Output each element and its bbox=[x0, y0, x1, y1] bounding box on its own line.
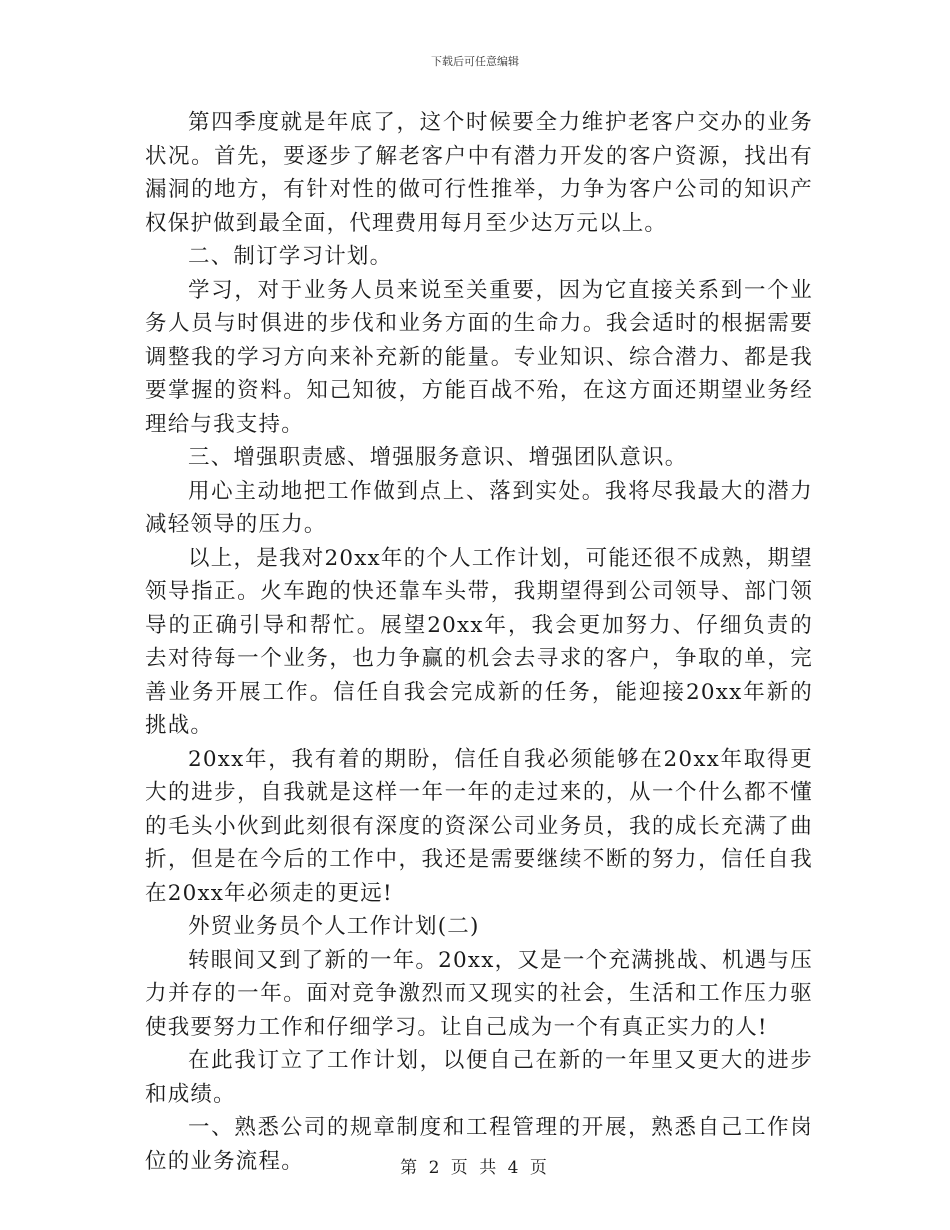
paragraph: 转眼间又到了新的一年。20xx，又是一个充满挑战、机遇与压力并存的一年。面对竞争激烈而又现实的社会，生活和工作压力驱使我要努力工作和仔细学习。让自己成为一个有真正实力的人! bbox=[145, 947, 813, 1040]
document-body bbox=[145, 106, 813, 1178]
page-number-footer: 第 2 页 共 4 页 bbox=[400, 1158, 550, 1178]
page-header: 下载后可任意编辑 bbox=[431, 55, 519, 68]
paragraph: 以上，是我对20xx年的个人工作计划，可能还很不成熟，期望领导指正。火车跑的快还靠车头带，我期望得到公司领导、部门领导的正确引导和帮忙。展望20xx年，我会更加努力、仔细负责的去对待每一个业务，也力争赢的机会去寻求的客户，争取的单，完善业务开展工作。信任自我会完成新的任务，能迎接20xx年新的挑战。 bbox=[145, 545, 813, 738]
paragraph: 在此我订立了工作计划，以便自己在新的一年里又更大的进步和成绩。 bbox=[145, 1048, 813, 1107]
paragraph: 学习，对于业务人员来说至关重要，因为它直接关系到一个业务人员与时俱进的步伐和业务方面的生命力。我会适时的根据需要调整我的学习方向来补充新的能量。专业知识、综合潜力、都是我要掌握的资料。知己知彼，方能百战不殆，在这方面还期望业务经理给与我支持。 bbox=[145, 277, 813, 437]
section-heading: 三、增强职责感、增强服务意识、增强团队意识。 bbox=[188, 445, 688, 470]
paragraph: 用心主动地把工作做到点上、落到实处。我将尽我最大的潜力减轻领导的压力。 bbox=[145, 478, 813, 537]
section-heading: 一、熟悉公司的规章制度和工程管理的开展，熟悉自己工作岗位的业务流程。 bbox=[145, 1115, 813, 1174]
paragraph: 第四季度就是年底了，这个时候要全力维护老客户交办的业务状况。首先，要逐步了解老客户中有潜力开发的客户资源，找出有漏洞的地方，有针对性的做可行性推举，力争为客户公司的知识产权保护做到最全面，代理费用每月至少达万元以上。 bbox=[145, 110, 813, 236]
section-heading: 二、制订学习计划。 bbox=[188, 244, 393, 269]
document-subtitle: 外贸业务员个人工作计划(二) bbox=[188, 914, 480, 939]
paragraph: 20xx年，我有着的期盼，信任自我必须能够在20xx年取得更大的进步，自我就是这样一年一年的走过来的，从一个什么都不懂的毛头小伙到此刻很有深度的资深公司业务员，我的成长充满了曲折，但是在今后的工作中，我还是需要继续不断的努力，信任自我在20xx年必须走的更远! bbox=[145, 746, 813, 906]
